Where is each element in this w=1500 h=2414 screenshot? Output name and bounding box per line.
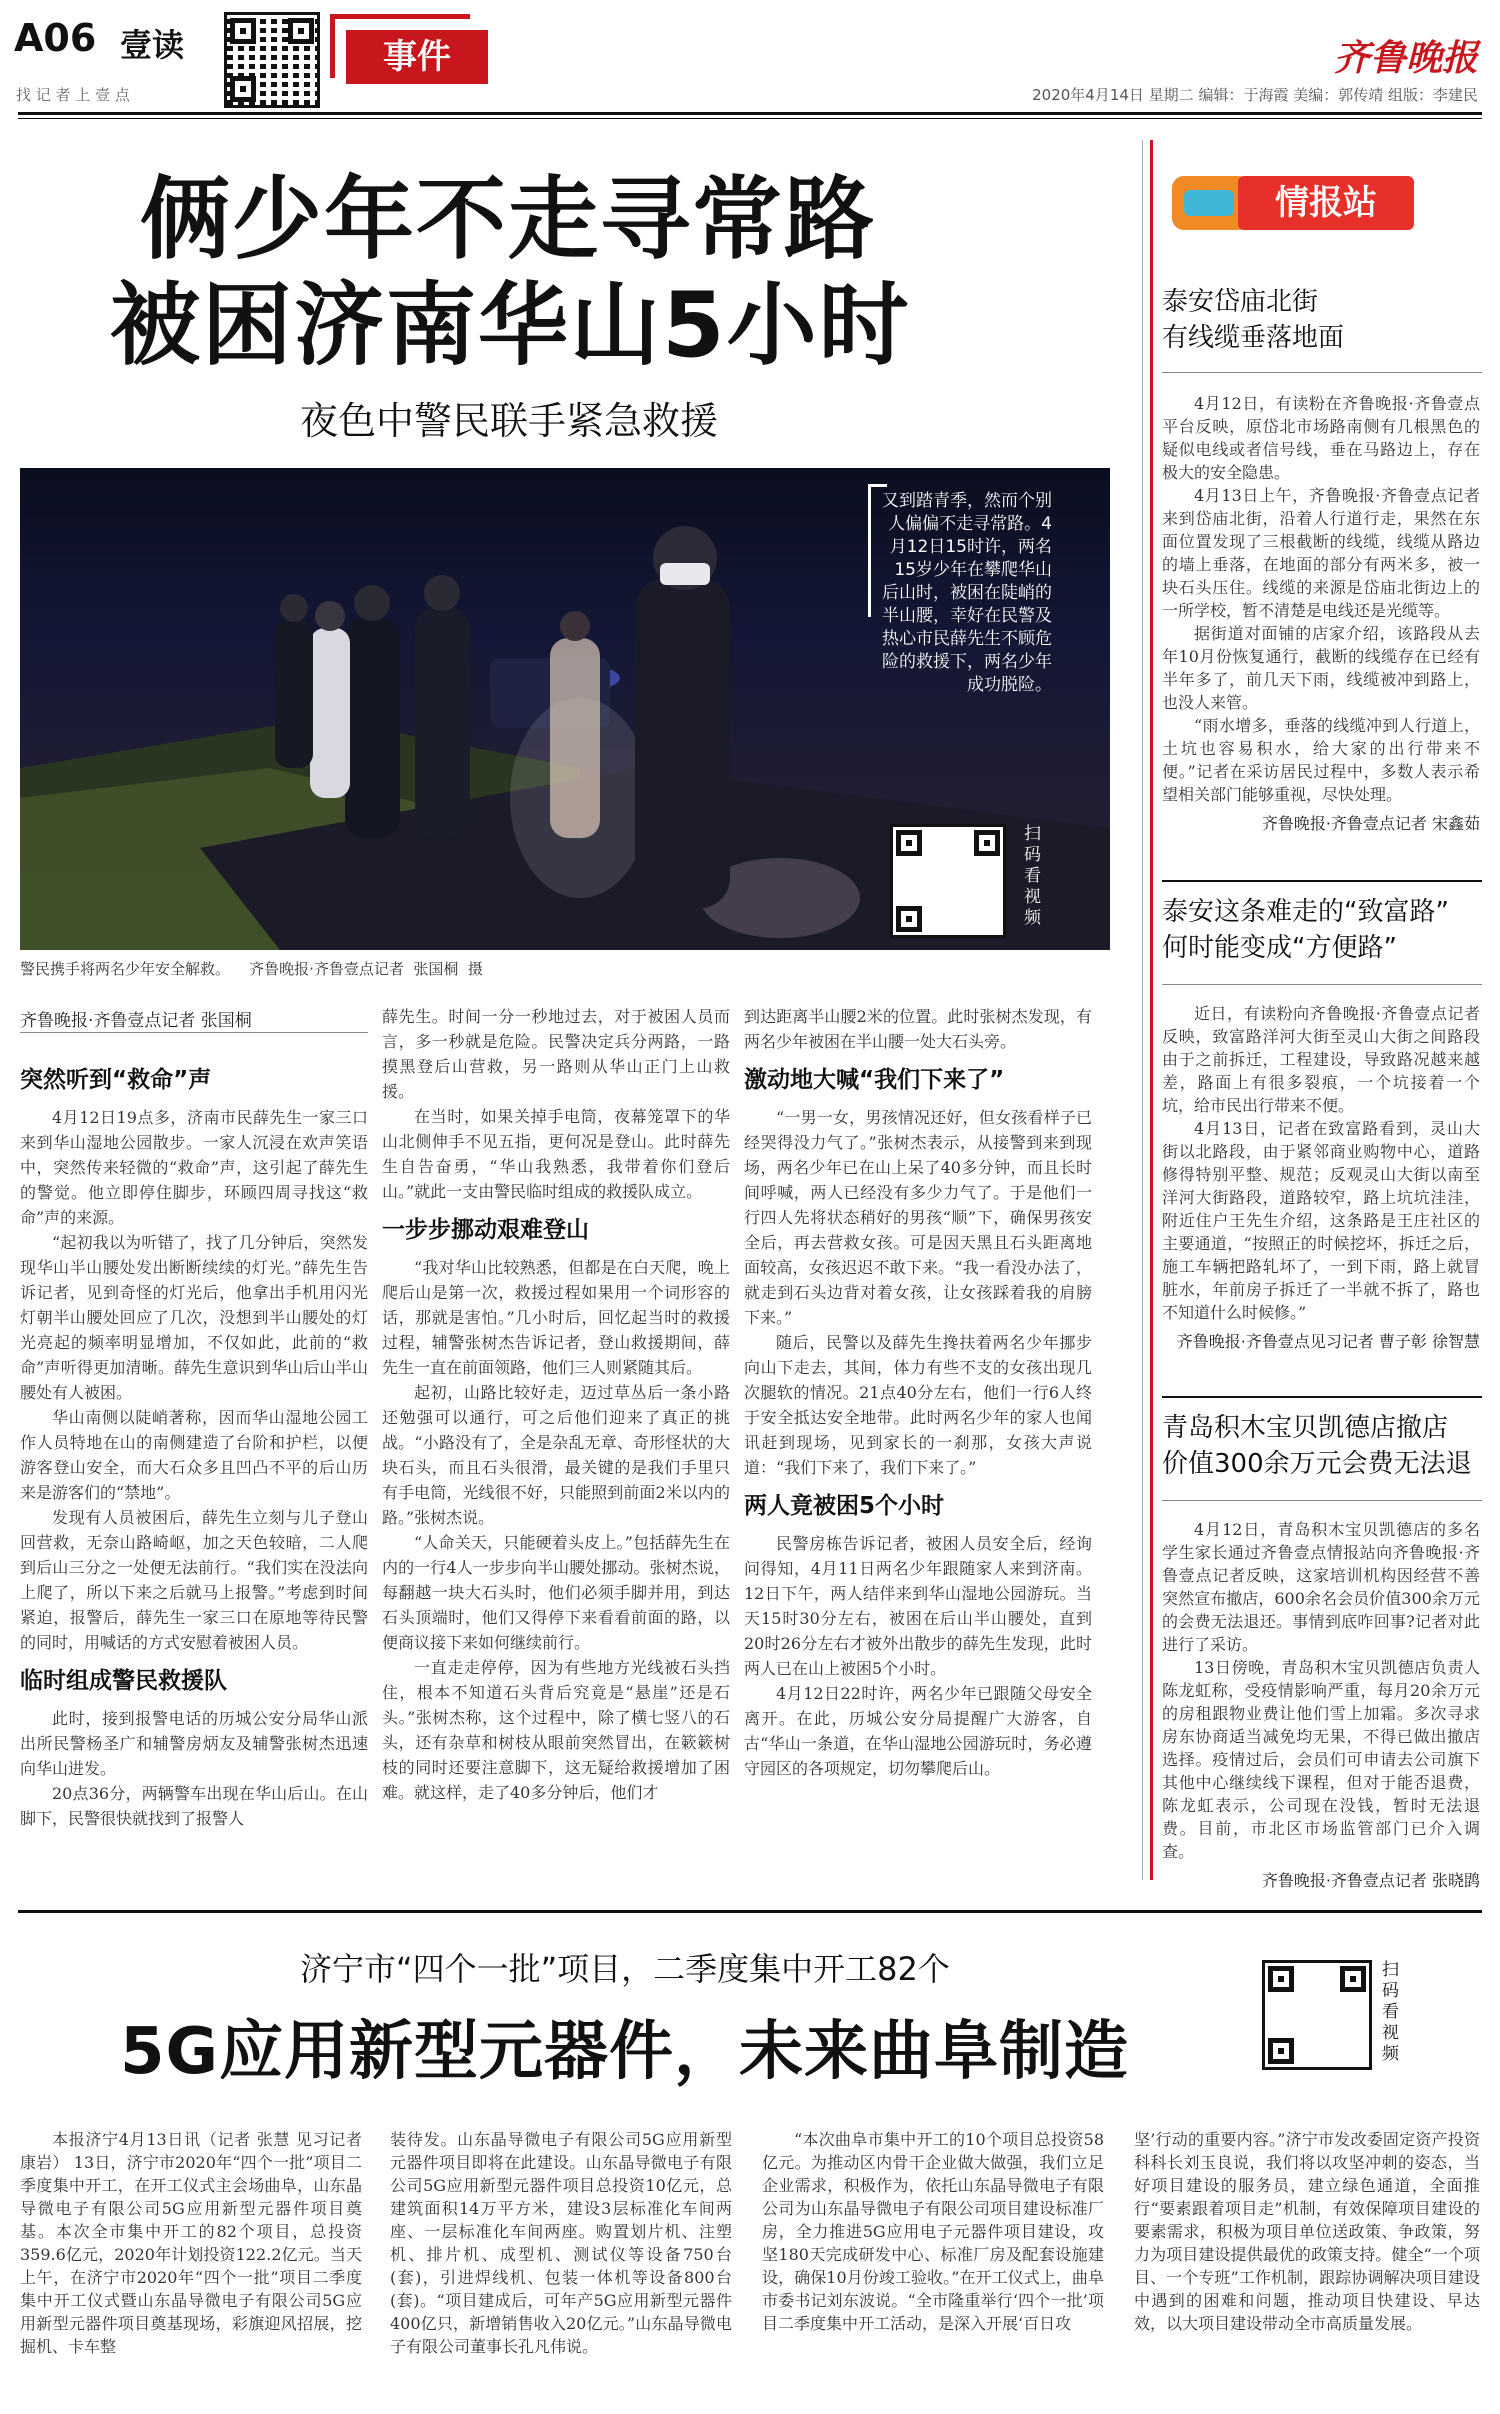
title-line: 泰安这条难走的“致富路” <box>1162 897 1449 927</box>
byline-rule <box>20 1032 368 1033</box>
photo-caption: 警民携手将两名少年安全解救。 齐鲁晚报·齐鲁壹点记者 张国桐 摄 <box>20 960 483 978</box>
main-column-3 <box>744 1004 1092 1781</box>
title-line: 价值300余万元会费无法退 <box>1162 1449 1472 1479</box>
header-info: 2020年4月14日 星期二 编辑：于海霞 美编：郭传靖 组版：李建民 <box>1032 86 1478 104</box>
header-rule-2 <box>18 118 1482 119</box>
sidebar-story-3-title <box>1162 1410 1482 1482</box>
title-line: 青岛积木宝贝凯德店撤店 <box>1162 1413 1449 1443</box>
paragraph: 一直走走停停，因为有些地方光线被石头挡住，根本不知道石头背后究竟是“悬崖”还是石头。”张树杰称，这个过程中，除了横七竖八的石头，还有杂草和树枝从眼前突然冒出，在簌簌树枝的同时还要注意脚下，这无疑给救援增加了困难。就这样，走了40多分钟后，他们才 <box>382 1658 730 1802</box>
paragraph: 此时，接到报警电话的历城公安分局华山派出所民警杨圣广和辅警房炳友及辅警张树杰迅速向华山进发。 <box>20 1709 368 1778</box>
photo-qr-label: 扫码看视频 <box>1024 824 1041 928</box>
paragraph: 到达距离半山腰2米的位置。此时张树杰发现，有两名少年被困在半山腰一处大石头旁。 <box>744 1007 1092 1051</box>
bottom-rule <box>18 1910 1482 1913</box>
paragraph: “雨水增多，垂落的线缆冲到人行道上，土坑也容易积水，给大家的出行带来不便。”记者在采访居民过程中，多数人表示希望相关部门能够重视，尽快处理。 <box>1162 716 1480 804</box>
paragraph: 近日，有读粉向齐鲁晚报·齐鲁壹点记者反映，致富路洋河大街至灵山大街之间路段由于之前拆迁，工程建设，导致路况越来越差，路面上有很多裂痕，一个坑接着一个坑，给市民出行带来不便。 <box>1162 1004 1480 1115</box>
paragraph: 4月12日，青岛积木宝贝凯德店的多名学生家长通过齐鲁壹点情报站向齐鲁晚报·齐鲁壹点记者反映，这家培训机构因经营不善突然宣布撤店，600余名会员价值300余万元的会费无法退还。事情到底咋回事?记者对此进行了采访。 <box>1162 1520 1480 1654</box>
paragraph: 据街道对面铺的店家介绍，该路段从去年10月份恢复通行，截断的线缆存在已经有半年多了，前几天下雨，线缆被冲到路上，也没人来管。 <box>1162 624 1480 712</box>
bottom-qr-code <box>1262 1960 1372 2070</box>
sidebar-story-2-body <box>1162 1002 1480 1353</box>
header-qr-code <box>224 12 320 108</box>
paragraph: 起初，山路比较好走，迈过草丛后一条小路还勉强可以通行，可之后他们迎来了真正的挑战。“小路没有了，全是杂乱无章、奇形怪状的大块石头，而且石头很滑，最关键的是我们手里只有手电筒，光线很不好，只能照到前面2米以内的路。”张树杰说。 <box>382 1383 730 1527</box>
paragraph: 发现有人员被困后，薛先生立刻与儿子登山回营救，无奈山路崎岖，加之天色较暗，二人爬到后山三分之一处便无法前行。“我们实在没法向上爬了，所以下来之后就马上报警。”考虑到时间紧迫，报警后，薛先生一家三口在原地等待民警的同时，用喊话的方式安慰着被困人员。 <box>20 1508 368 1652</box>
paragraph: 4月12日22时许，两名少年已跟随父母安全离开。在此，历城公安分局提醒广大游客，自古“华山一条道，在华山湿地公园游玩时，务必遵守园区的各项规定，切勿攀爬后山。 <box>744 1684 1092 1778</box>
sidebar-rule <box>1162 1396 1482 1398</box>
paragraph: 民警房栋告诉记者，被困人员安全后，经询问得知，4月11日两名少年跟随家人来到济南。12日下午，两人结伴来到华山湿地公园游玩。当天15时30分左右，被困在后山半山腰处，直到20时26分左右才被外出散步的薛先生发现，此时两人已在山上被困5个小时。 <box>744 1534 1092 1678</box>
sidebar-red-rule <box>1150 140 1153 1880</box>
header-rule <box>18 112 1482 115</box>
title-line: 何时能变成“方便路” <box>1162 933 1397 963</box>
paragraph: 华山南侧以陡峭著称，因而华山湿地公园工作人员特地在山的南侧建造了台阶和护栏，以便游客登山安全，而大石众多且凹凸不平的后山历来是游客们的“禁地”。 <box>20 1408 368 1502</box>
paragraph: 坚’行动的重要内容。”济宁市发改委固定资产投资科科长刘玉良说，我们将以攻坚冲刺的姿态，当好项目建设的服务员，建立绿色通道，全面推行“要素跟着项目走”机制，有效保障项目建设的要素需求，积极为项目单位送政策、争政策，努力为项目建设提供最优的政策支持。健全“一个项目、一个专班”工作机制，跟踪协调解决项目建设中遇到的困难和问题，推动项目快建设、早达效，以大项目建设带动全市高质量发展。 <box>1134 2130 1480 2333</box>
bottom-column-4 <box>1134 2128 1480 2335</box>
rescue-photo <box>20 468 1110 950</box>
intel-badge <box>1172 172 1422 234</box>
main-column-2 <box>382 1004 730 1805</box>
bottom-qr-label: 扫码看视频 <box>1382 1960 1399 2064</box>
sidebar-rule <box>1162 372 1482 373</box>
paragraph: 装待发。山东晶导微电子有限公司5G应用新型元器件项目即将在此建设。山东晶导微电子有限公司5G应用新型元器件项目总投资10亿元，总建筑面积14万平方米，建设3层标准化车间两座、一层标准化车间两座。购置划片机、注塑机、排片机、成型机、测试仪等设备750台(套)，引进焊线机、包装一体机等设备800台(套)。“项目建成后，可年产5G应用新型元器件400亿只，新增销售收入20亿元。”山东晶导微电子有限公司董事长孔凡伟说。 <box>390 2130 732 2356</box>
category-label: 事件 <box>346 30 488 84</box>
sidebar-rule <box>1162 1500 1482 1501</box>
subhead-shouting: 激动地大喊“我们下来了” <box>744 1067 1005 1093</box>
intel-badge-label: 情报站 <box>1238 176 1414 230</box>
bottom-kicker: 济宁市“四个一批”项目，二季度集中开工82个 <box>300 1950 950 1988</box>
bottom-column-3 <box>762 2128 1104 2335</box>
subhead-climbing: 一步步挪动艰难登山 <box>382 1217 589 1243</box>
section-name: 壹读 <box>120 26 185 64</box>
subhead-rescue-team: 临时组成警民救援队 <box>20 1668 227 1694</box>
headline-line-1: 俩少年不走寻常路 <box>140 167 876 272</box>
sidebar-story-2-title <box>1162 894 1482 966</box>
paragraph: 4月13日，记者在致富路看到，灵山大街以北路段，由于紧邻商业购物中心，道路修得特别平整、规范；反观灵山大街以南至洋河大街路段，道路较窄，路上坑坑洼洼，附近住户王先生介绍，这条路是王庄社区的主要通道，“按照正的时候挖坏，拆迁之后，施工车辆把路轧坏了，一到下雨，路上就冒脏水，年前房子拆迁了一半就不拆了，路也不知道什么时候修。” <box>1162 1119 1480 1322</box>
bottom-headline: 5G应用新型元器件，未来曲阜制造 <box>120 2015 1130 2089</box>
paragraph: “起初我以为听错了，找了几分钟后，突然发现华山半山腰处发出断断续续的灯光。”薛先生告诉记者，见到奇怪的灯光后，他拿出手机用闪光灯朝半山腰处回应了几次，没想到半山腰处的灯光亮起的频率明显增加，不仅如此，此前的“救命”声听得更加清晰。薛先生意识到华山后山半山腰处有人被困。 <box>20 1233 368 1402</box>
sidebar-rule <box>1162 880 1482 882</box>
title-line: 泰安岱庙北街 <box>1162 287 1319 317</box>
paragraph: 薛先生。时间一分一秒地过去，对于被困人员而言，多一秒就是危险。民警决定兵分两路，一路摸黑登后山营救，另一路则从华山正门上山救援。 <box>382 1007 730 1101</box>
sidebar-story-1-body <box>1162 392 1480 835</box>
paragraph: 4月12日19点多，济南市民薛先生一家三口来到华山湿地公园散步。一家人沉浸在欢声笑语中，突然传来轻微的“救命”声，这引起了薛先生的警觉。他立即停住脚步，环顾四周寻找这“救命”声的来源。 <box>20 1108 368 1227</box>
title-line: 有线缆垂落地面 <box>1162 323 1345 353</box>
paragraph: “一男一女，男孩情况还好，但女孩看样子已经哭得没力气了。”张树杰表示，从接警到来到现场，两名少年已在山上呆了40多分钟，而且长时间呼喊，两人已经没有多少力气了。于是他们一行四人先将状态稍好的男孩“顺”下，确保男孩安全后，再去营救女孩。可是因天黑且石头距离地面较高，女孩迟迟不敢下来。“我一看没办法了，就走到石头边背对着女孩，让女孩踩着我的肩膀下来。” <box>744 1108 1092 1327</box>
paragraph: “我对华山比较熟悉，但都是在白天爬，晚上爬后山是第一次，救援过程如果用一个词形容的话，那就是害怕。”几小时后，回忆起当时的救援过程，辅警张树杰告诉记者，登山救援期间，薛先生一直在前面领路，他们三人则紧随其后。 <box>382 1258 730 1377</box>
subhead-five-hours: 两人竟被困5个小时 <box>744 1493 945 1519</box>
photo-overlay-text: 又到踏青季，然而个别人偏偏不走寻常路。4月12日15时许，两名15岁少年在攀爬华山后山时，被困在陡峭的半山腰，幸好在民警及热心市民薛先生不顾危险的救援下，两名少年成功脱险。 <box>882 491 1052 695</box>
paragraph: 4月13日上午，齐鲁晚报·齐鲁壹点记者来到岱庙北街，沿着人行道行走，果然在东面位置发现了三根截断的线缆，线缆从路边的墙上垂落，在地面的部分有两米多，被一块石头压住。线缆的来源是岱庙北街边上的一所学校，暂不清楚是电线还是光缆等。 <box>1162 486 1480 620</box>
paragraph: 本报济宁4月13日讯（记者 张慧 见习记者 康岩） 13日，济宁市2020年“四个一批”项目二季度集中开工，在开工仪式主会场曲阜，山东晶导微电子有限公司5G应用新型元器件项目奠基。本次全市集中开工的82个项目，总投资359.6亿元，2020年计划投资122.2亿元。当天上午，在济宁市2020年“四个一批”项目二季度集中开工仪式暨山东晶导微电子有限公司5G应用新型元器件项目奠基现场，彩旗迎风招展，挖掘机、卡车整 <box>20 2130 362 2356</box>
paragraph: 随后，民警以及薛先生搀扶着两名少年挪步向山下走去，其间，体力有些不支的女孩出现几次腿软的情况。21点40分左右，他们一行6人终于安全抵达安全地带。此时两名少年的家人也闻讯赶到现场，见到家长的一刹那，女孩大声说道：“我们下来了，我们下来了。” <box>744 1333 1092 1477</box>
paragraph: 在当时，如果关掉手电筒，夜幕笼罩下的华山北侧伸手不见五指，更何况是登山。此时薛先生自告奋勇，“华山我熟悉，我带着你们登后山。”就此一支由警民临时组成的救援队成立。 <box>382 1107 730 1201</box>
brand-logo: 齐鲁晚报 <box>1333 37 1478 79</box>
sidebar-story-2-byline: 齐鲁晚报·齐鲁壹点见习记者 曹子彰 徐智慧 <box>1176 1332 1480 1351</box>
headline-line-2: 被困济南华山5小时 <box>110 273 911 378</box>
headline-subtitle: 夜色中警民联手紧急救援 <box>300 399 719 443</box>
bottom-column-2 <box>390 2128 732 2358</box>
paragraph: 20点36分，两辆警车出现在华山后山。在山脚下，民警很快就找到了报警人 <box>20 1784 368 1828</box>
sidebar-story-1-title <box>1162 284 1482 356</box>
section-tagline: 找 记 者 上 壹 点 <box>16 86 130 104</box>
paragraph: 13日傍晚，青岛积木宝贝凯德店负责人陈龙虹称，受疫情影响严重，每月20余万元的房租跟物业费让他们雪上加霜。多次寻求房东协商适当减免均无果，不得已做出撤店选择。疫情过后，会员们可申请去公司旗下其他中心继续线下课程，但对于能否退费，陈龙虹表示，公司现在没钱，暂时无法退费。目前，市北区市场监管部门已介入调查。 <box>1162 1658 1480 1861</box>
photo-qr-code <box>890 824 1006 938</box>
sidebar-rule <box>1162 984 1482 985</box>
sidebar-story-3-byline: 齐鲁晚报·齐鲁壹点记者 张晓鹍 <box>1261 1871 1480 1890</box>
bottom-column-1 <box>20 2128 362 2358</box>
main-column-1 <box>20 1068 368 1831</box>
sidebar-story-3-body <box>1162 1518 1480 1892</box>
paragraph: 4月12日，有读粉在齐鲁晚报·齐鲁壹点平台反映，原岱北市场路南侧有几根黑色的疑似电线或者信号线，垂在马路边上，存在极大的安全隐患。 <box>1162 394 1480 482</box>
main-byline: 齐鲁晚报·齐鲁壹点记者 张国桐 <box>20 1011 252 1031</box>
page-number: A06 <box>14 16 97 60</box>
sidebar-divider <box>1142 140 1143 1880</box>
sidebar-story-1-byline: 齐鲁晚报·齐鲁壹点记者 宋鑫茹 <box>1261 814 1480 833</box>
paragraph: “本次曲阜市集中开工的10个项目总投资58亿元。为推动区内骨干企业做大做强，我们立足企业需求，积极作为，依托山东晶导微电子有限公司为山东晶导微电子有限公司项目建设标准厂房，全力推进5G应用电子元器件项目建设，攻坚180天完成研发中心、标准厂房及配套设施建设，确保10月份竣工验收。”在开工仪式上，曲阜市委书记刘东波说。“全市隆重举行‘四个一批’项目二季度集中开工活动，是深入开展‘百日攻 <box>762 2130 1104 2333</box>
subhead-help-cry: 突然听到“救命”声 <box>20 1067 212 1093</box>
paragraph: “人命关天，只能硬着头皮上。”包括薛先生在内的一行4人一步步向半山腰处挪动。张树杰说，每翻越一块大石头时，他们必须手脚并用，到达石头顶端时，他们又得停下来看看前面的路，以便商议接下来如何继续前行。 <box>382 1533 730 1652</box>
